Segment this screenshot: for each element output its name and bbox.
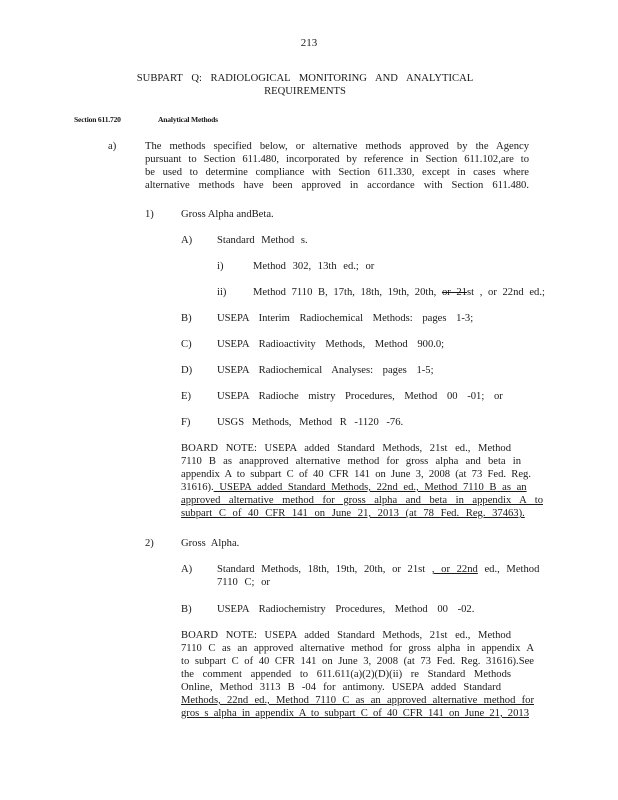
item-2-A-label: A) — [181, 564, 193, 575]
subpart-heading — [70, 72, 540, 98]
item-1-B-text: USEPA Interim Radiochemical Methods: pages 1-3; — [217, 313, 474, 324]
page-number: 213 — [300, 37, 318, 49]
section-number: Section 611.720 — [74, 115, 121, 124]
item-1-A-i-label: i) — [217, 261, 224, 272]
item-2-A-before: Standard Methods, 18th, 19th, 20th, or 21st — [217, 564, 432, 575]
item-1-board-note — [181, 442, 543, 520]
para-a-line: alternative methods have been approved in accordance with Section 611.480. — [145, 180, 529, 191]
board-note-underlined: USEPA added Standard Methods, 22nd ed., Method 7110 B as an — [213, 482, 527, 493]
item-1-C-label: C) — [181, 339, 192, 350]
item-1-A-ii-after: st , or 22nd ed.; — [467, 287, 545, 298]
board-note-line: BOARD NOTE: USEPA added Standard Methods, 21st ed., Method — [181, 630, 511, 641]
item-1-A-label: A) — [181, 235, 193, 246]
item-1-A-ii-label: ii) — [217, 287, 227, 298]
item-1-C-text: USEPA Radioactivity Methods, Method 900.0; — [217, 339, 445, 350]
section-heading — [74, 115, 218, 124]
board-note-line: the comment appended to 611.611(a)(2)(D)(ii) re Standard Methods — [181, 669, 511, 680]
para-a-body — [145, 140, 529, 192]
board-note-line: Methods, 22nd ed., Method 7110 C as an approved alternative method for — [181, 695, 534, 706]
item-2-A-text — [217, 563, 539, 589]
item-2-B-text: USEPA Radiochemistry Procedures, Method 00 -02. — [217, 604, 475, 615]
item-2-A-line2: 7110 C; or — [217, 577, 270, 588]
item-1-A-ii-text — [253, 286, 545, 299]
item-1-title: Gross Alpha andBeta. — [181, 209, 274, 220]
board-note-line: appendix A to subpart C of 40 CFR 141 on June 3, 2008 (at 73 Fed. Reg. — [181, 469, 531, 480]
board-note-line: 7110 B as anapproved alternative method for gross alpha and beta in — [181, 456, 521, 467]
para-a-line: be used to determine compliance with Section 611.330, except in cases where — [145, 167, 529, 178]
item-1-A-ii-before: Method 7110 B, 17th, 18th, 19th, 20th, — [253, 287, 442, 298]
board-note-line: subpart C of 40 CFR 141 on June 21, 2013 (at 78 Fed. Reg. 37463). — [181, 508, 525, 519]
item-1-E-label: E) — [181, 391, 191, 402]
item-1-F-text: USGS Methods, Method R -1120 -76. — [217, 417, 404, 428]
item-1-D-label: D) — [181, 365, 193, 376]
board-note-line: approved alternative method for gross alpha and beta in appendix A to — [181, 495, 543, 506]
item-2-A-underlined: , or 22nd — [431, 564, 478, 575]
item-1-label: 1) — [145, 209, 154, 220]
para-a-label: a) — [108, 141, 117, 152]
subpart-heading-line2: REQUIREMENTS — [264, 86, 346, 97]
item-1-B-label: B) — [181, 313, 192, 324]
board-note-line: 7110 C as an approved alternative method for gross alpha in appendix A — [181, 643, 534, 654]
item-1-A-ii-struck: or 21 — [441, 287, 468, 298]
item-1-E-text: USEPA Radioche mistry Procedures, Method 00 -01; or — [217, 391, 503, 402]
board-note-line: to subpart C of 40 CFR 141 on June 3, 2008 (at 73 Fed. Reg. 31616).See — [181, 656, 534, 667]
item-1-F-label: F) — [181, 417, 191, 428]
subpart-heading-line1: SUBPART Q: RADIOLOGICAL MONITORING AND ANALYTICAL — [136, 73, 474, 84]
board-note-line: Online, Method 3113 B -04 for antimony. USEPA added Standard — [181, 682, 501, 693]
item-1-A-text: Standard Method s. — [217, 235, 308, 246]
item-2-label: 2) — [145, 538, 154, 549]
board-note-line — [181, 481, 543, 494]
para-a-line: pursuant to Section 611.480, incorporated by reference in Section 611.102,are to — [145, 154, 529, 165]
board-note-line: BOARD NOTE: USEPA added Standard Methods, 21st ed., Method — [181, 443, 511, 454]
section-title: Analytical Methods — [158, 115, 218, 124]
item-2-A-after: ed., Method — [477, 564, 540, 575]
para-a-line: The methods specified below, or alternative methods approved by the Agency — [145, 141, 529, 152]
item-2-title: Gross Alpha. — [181, 538, 240, 549]
board-note-line: gros s alpha in appendix A to subpart C of 40 CFR 141 on June 21, 2013 — [181, 708, 529, 719]
item-1-D-text: USEPA Radiochemical Analyses: pages 1-5; — [217, 365, 434, 376]
item-1-A-i-text: Method 302, 13th ed.; or — [253, 261, 375, 272]
item-2-B-label: B) — [181, 604, 192, 615]
board-note-plain: 31616). — [181, 482, 214, 493]
item-2-board-note — [181, 629, 534, 720]
